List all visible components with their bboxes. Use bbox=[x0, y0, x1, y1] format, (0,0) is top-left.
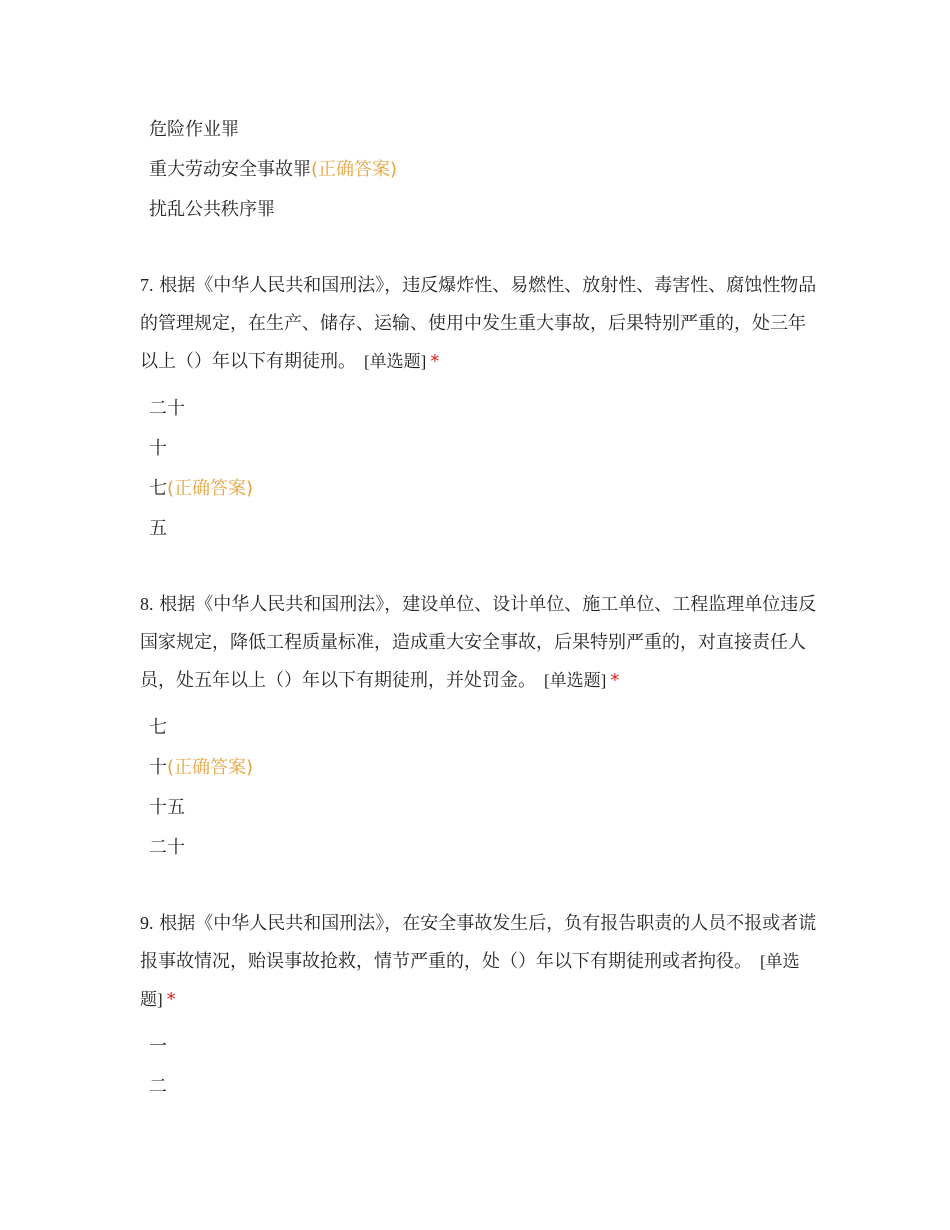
question-title bbox=[140, 585, 820, 700]
option[interactable] bbox=[140, 1067, 820, 1107]
option-label: 二 bbox=[149, 1076, 167, 1097]
question-title bbox=[140, 266, 820, 381]
option-label: 十 bbox=[149, 757, 167, 778]
option[interactable] bbox=[140, 429, 820, 469]
option[interactable] bbox=[140, 190, 820, 230]
option-label: 危险作业罪 bbox=[149, 119, 239, 140]
correct-answer-marker: (正确答案) bbox=[167, 478, 254, 499]
option[interactable] bbox=[140, 110, 820, 150]
question-text: 根据《中华人民共和国刑法》，在安全事故发生后，负有报告职责的人员不报或者谎报事故情况，贻误事故抢救，情节严重的，处（）年以下有期徒刑或者拘役。 bbox=[140, 913, 817, 972]
question-type: [单选题] bbox=[364, 352, 427, 371]
required-marker: * bbox=[610, 670, 620, 691]
question-type: [单选题] bbox=[140, 952, 800, 1009]
question-text: 根据《中华人民共和国刑法》，违反爆炸性、易燃性、放射性、毒害性、腐蚀性物品的管理规定，在生产、储存、运输、使用中发生重大事故，后果特别严重的，处三年以上（）年以下有期徒刑。 bbox=[140, 275, 817, 372]
question-type: [单选题] bbox=[544, 671, 607, 690]
option[interactable] bbox=[140, 469, 820, 509]
option-label: 七 bbox=[149, 478, 167, 499]
correct-answer-marker: (正确答案) bbox=[311, 159, 398, 180]
question-number: 8. bbox=[140, 594, 154, 614]
question-number: 9. bbox=[140, 913, 154, 933]
option-label: 重大劳动安全事故罪 bbox=[149, 159, 311, 180]
option-label: 一 bbox=[149, 1036, 167, 1057]
question-text: 根据《中华人民共和国刑法》，建设单位、设计单位、施工单位、工程监理单位违反国家规定，降低工程质量标准，造成重大安全事故，后果特别严重的，对直接责任人员，处五年以上（）年以下有期徒刑，并处罚金。 bbox=[140, 594, 817, 691]
option-label: 十五 bbox=[149, 797, 185, 818]
option[interactable] bbox=[140, 389, 820, 429]
option[interactable] bbox=[140, 748, 820, 788]
option[interactable] bbox=[140, 509, 820, 549]
question-options bbox=[140, 708, 820, 868]
required-marker: * bbox=[166, 989, 176, 1010]
intro-options bbox=[140, 110, 820, 230]
option-label: 五 bbox=[149, 518, 167, 539]
option[interactable] bbox=[140, 150, 820, 190]
question-options bbox=[140, 389, 820, 549]
survey-page bbox=[140, 110, 820, 1107]
option-label: 二十 bbox=[149, 837, 185, 858]
option-label: 二十 bbox=[149, 398, 185, 419]
correct-answer-marker: (正确答案) bbox=[167, 757, 254, 778]
question-number: 7. bbox=[140, 275, 154, 295]
option-label: 十 bbox=[149, 438, 167, 459]
option-label: 扰乱公共秩序罪 bbox=[149, 199, 275, 220]
option[interactable] bbox=[140, 708, 820, 748]
option[interactable] bbox=[140, 1027, 820, 1067]
option[interactable] bbox=[140, 828, 820, 868]
required-marker: * bbox=[430, 351, 440, 372]
option-label: 七 bbox=[149, 717, 167, 738]
question-title bbox=[140, 904, 820, 1019]
option[interactable] bbox=[140, 788, 820, 828]
question-options bbox=[140, 1027, 820, 1107]
